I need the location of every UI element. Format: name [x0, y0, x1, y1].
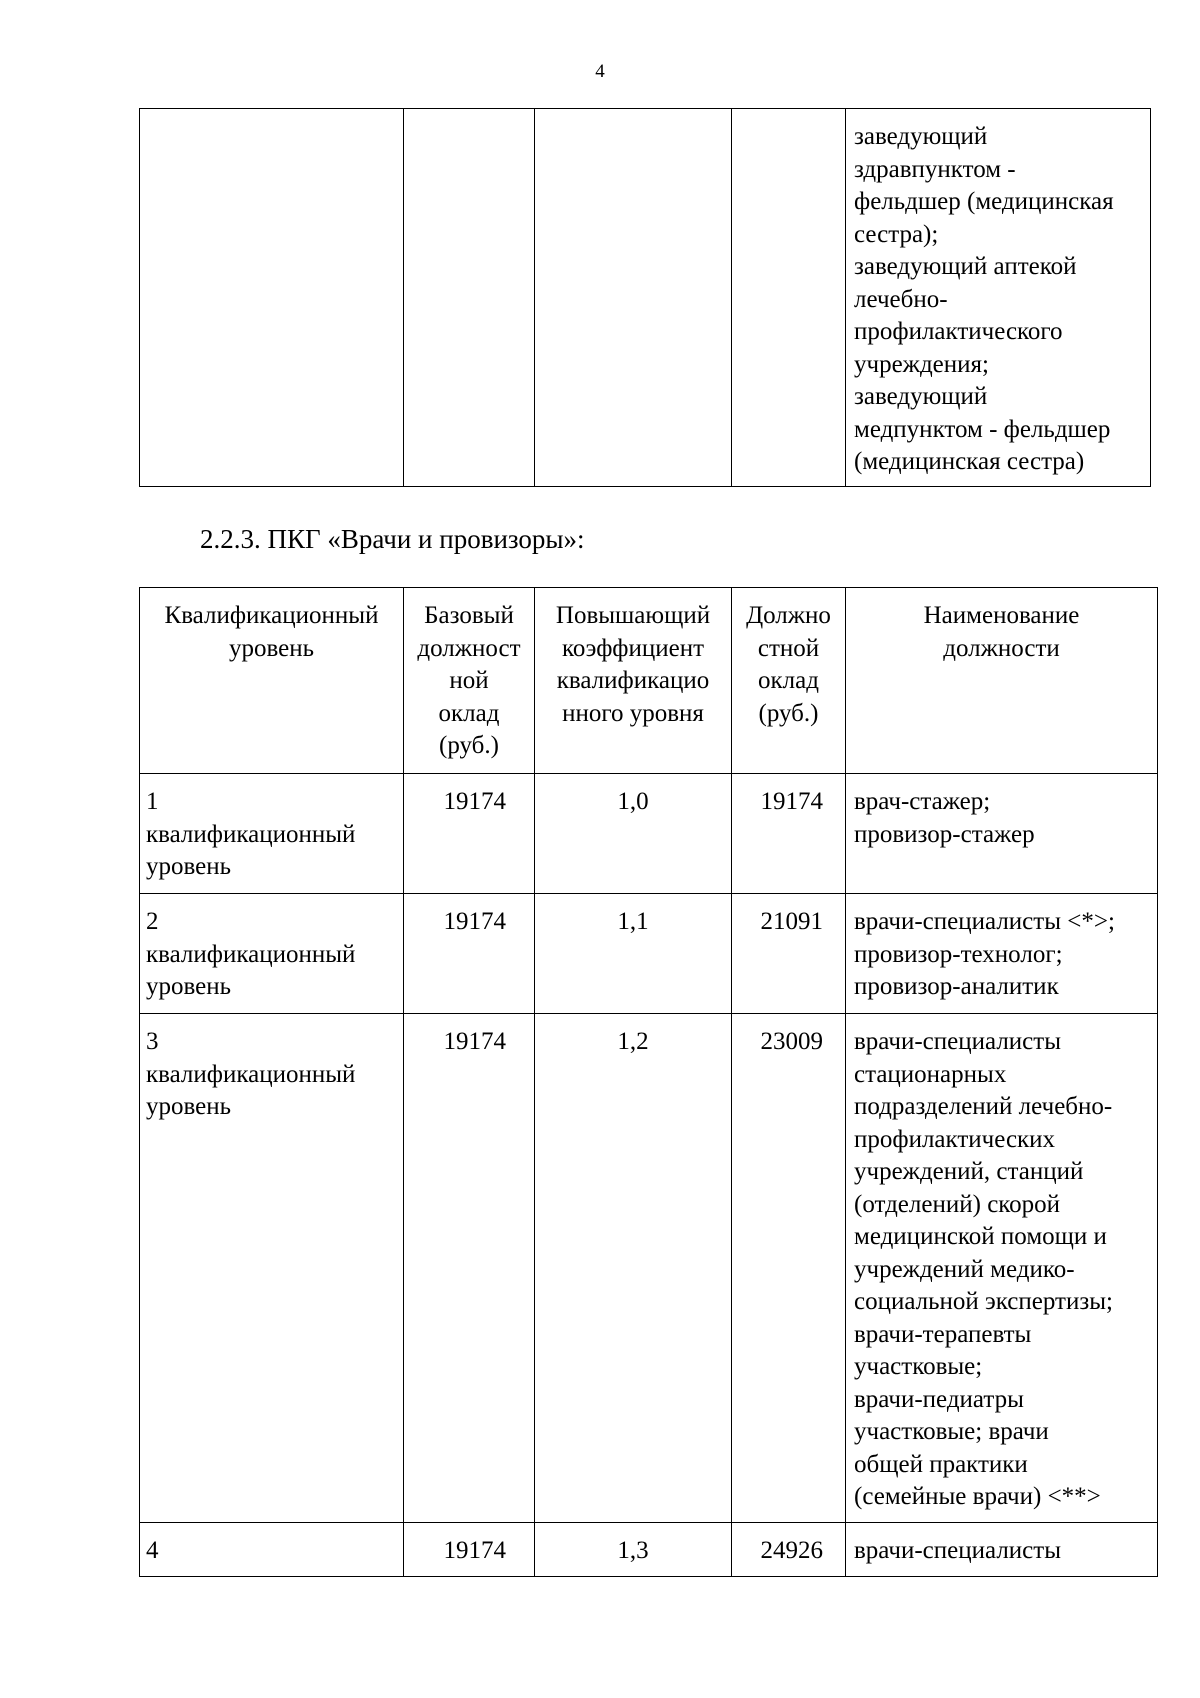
page-number: 4	[595, 61, 605, 82]
salary-cell: 19174	[732, 774, 846, 894]
table-row	[140, 894, 1158, 1014]
coefficient-cell: 1,3	[535, 1523, 732, 1577]
position-titles-cell	[846, 109, 1151, 487]
positions-cell: врач-стажер; провизор-стажер	[846, 774, 1158, 894]
salary-cell: 23009	[732, 1014, 846, 1523]
coefficient-cell: 1,0	[535, 774, 732, 894]
continuation-table	[139, 108, 1151, 487]
level-cell: 3 квалификационный уровень	[140, 1014, 404, 1523]
header-level: Квалификационный уровень	[140, 588, 404, 774]
empty-cell	[732, 109, 846, 487]
base-salary-cell: 19174	[404, 1523, 535, 1577]
table-row	[140, 774, 1158, 894]
header-position: Наименование должности	[846, 588, 1158, 774]
header-base-salary: Базовый должност ной оклад (руб.)	[404, 588, 535, 774]
header-salary: Должно стной оклад (руб.)	[732, 588, 846, 774]
level-cell: 4	[140, 1523, 404, 1577]
base-salary-cell: 19174	[404, 1014, 535, 1523]
empty-cell	[140, 109, 404, 487]
salary-cell: 24926	[732, 1523, 846, 1577]
empty-cell	[404, 109, 535, 487]
coefficient-cell: 1,2	[535, 1014, 732, 1523]
table-row	[140, 1523, 1158, 1577]
level-cell: 1 квалификационный уровень	[140, 774, 404, 894]
table-header-row	[140, 588, 1158, 774]
base-salary-cell: 19174	[404, 894, 535, 1014]
table-row	[140, 109, 1151, 487]
position-titles: заведующий здравпунктом - фельдшер (медицинская сестра); заведующий аптекой лечебно- профилактического учреждения; заведующий медпунктом - фельдшер (медицинская сестра)	[854, 123, 1114, 475]
positions-cell: врачи-специалисты	[846, 1523, 1158, 1577]
empty-cell	[535, 109, 732, 487]
table-row	[140, 1014, 1158, 1523]
positions-cell: врачи-специалисты <*>; провизор-технолог; провизор-аналитик	[846, 894, 1158, 1014]
header-coefficient: Повышающий коэффициент квалификацио нного уровня	[535, 588, 732, 774]
section-title: 2.2.3. ПКГ «Врачи и провизоры»:	[200, 524, 585, 554]
salary-cell: 21091	[732, 894, 846, 1014]
coefficient-cell: 1,1	[535, 894, 732, 1014]
base-salary-cell: 19174	[404, 774, 535, 894]
level-cell: 2 квалификационный уровень	[140, 894, 404, 1014]
salary-table	[139, 587, 1158, 1577]
positions-cell: врачи-специалисты стационарных подразделений лечебно- профилактических учреждений, станций (отделений) скорой медицинской помощи и учреждений медико- социальной экспертизы; врачи-терапевты участковые; врачи-педиатры участковые; врачи общей практики (семейные врачи) <**>	[846, 1014, 1158, 1523]
